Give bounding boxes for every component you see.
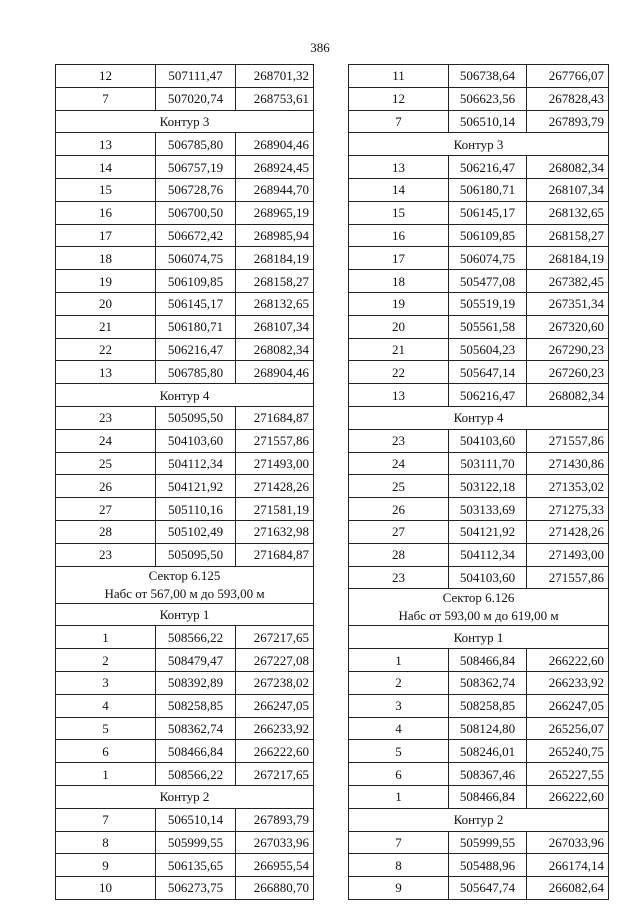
x-coordinate-cell: 503133,69 <box>449 498 527 521</box>
point-number-cell: 8 <box>349 854 449 877</box>
sector-title: Сектор 6.126 <box>442 590 515 606</box>
contour-label: Контур 3 <box>56 110 314 133</box>
y-coordinate-cell: 271581,19 <box>236 498 314 521</box>
sector-altitude-range: Hабс от 567,00 м до 593,00 м <box>104 585 265 601</box>
y-coordinate-cell: 267217,65 <box>236 626 314 649</box>
table-row <box>56 65 314 88</box>
contour-header-row <box>349 808 609 831</box>
point-number-cell: 22 <box>56 338 156 361</box>
y-coordinate-cell: 268158,27 <box>236 270 314 293</box>
point-number-cell: 13 <box>349 156 449 179</box>
y-coordinate-cell: 268701,32 <box>236 65 314 88</box>
point-number-cell: 4 <box>349 717 449 740</box>
table-row <box>349 717 609 740</box>
point-number-cell: 27 <box>349 520 449 543</box>
table-row <box>56 178 314 201</box>
y-coordinate-cell: 267320,60 <box>527 315 609 338</box>
point-number-cell: 26 <box>56 475 156 498</box>
contour-label: Контур 4 <box>56 384 314 407</box>
y-coordinate-cell: 266082,64 <box>527 877 609 900</box>
point-number-cell: 18 <box>349 270 449 293</box>
y-coordinate-cell: 271275,33 <box>527 498 609 521</box>
contour-header-row <box>56 384 314 407</box>
sector-header <box>349 589 609 626</box>
x-coordinate-cell: 505647,74 <box>449 877 527 900</box>
x-coordinate-cell: 503122,18 <box>449 475 527 498</box>
point-number-cell: 12 <box>56 65 156 88</box>
table-row <box>349 315 609 338</box>
table-row <box>56 831 314 854</box>
y-coordinate-cell: 266233,92 <box>527 671 609 694</box>
table-row <box>349 475 609 498</box>
y-coordinate-cell: 266247,05 <box>527 694 609 717</box>
y-coordinate-cell: 271353,02 <box>527 475 609 498</box>
x-coordinate-cell: 505477,08 <box>449 270 527 293</box>
y-coordinate-cell: 268904,46 <box>236 133 314 156</box>
y-coordinate-cell: 267828,43 <box>527 87 609 110</box>
point-number-cell: 19 <box>56 270 156 293</box>
y-coordinate-cell: 267351,34 <box>527 292 609 315</box>
x-coordinate-cell: 505999,55 <box>156 831 236 854</box>
x-coordinate-cell: 508566,22 <box>156 626 236 649</box>
left-coordinates-table <box>55 64 314 900</box>
x-coordinate-cell: 506623,56 <box>449 87 527 110</box>
x-coordinate-cell: 506109,85 <box>156 270 236 293</box>
x-coordinate-cell: 506145,17 <box>156 292 236 315</box>
x-coordinate-cell: 505519,19 <box>449 292 527 315</box>
x-coordinate-cell: 505095,50 <box>156 543 236 566</box>
point-number-cell: 7 <box>349 110 449 133</box>
table-row <box>349 384 609 407</box>
table-row <box>56 292 314 315</box>
x-coordinate-cell: 505647,14 <box>449 361 527 384</box>
point-number-cell: 2 <box>56 649 156 672</box>
contour-label: Контур 4 <box>349 406 609 429</box>
x-coordinate-cell: 505102,49 <box>156 520 236 543</box>
point-number-cell: 28 <box>349 543 449 566</box>
point-number-cell: 5 <box>349 740 449 763</box>
point-number-cell: 15 <box>349 201 449 224</box>
point-number-cell: 20 <box>56 292 156 315</box>
table-row <box>349 87 609 110</box>
point-number-cell: 14 <box>56 156 156 179</box>
point-number-cell: 14 <box>349 178 449 201</box>
point-number-cell: 16 <box>349 224 449 247</box>
point-number-cell: 22 <box>349 361 449 384</box>
x-coordinate-cell: 508466,84 <box>449 785 527 808</box>
point-number-cell: 19 <box>349 292 449 315</box>
table-row <box>56 854 314 877</box>
y-coordinate-cell: 268944,70 <box>236 178 314 201</box>
point-number-cell: 23 <box>349 566 449 589</box>
table-row <box>56 877 314 900</box>
x-coordinate-cell: 506180,71 <box>449 178 527 201</box>
table-row <box>56 740 314 763</box>
table-row <box>349 292 609 315</box>
page-number: 386 <box>310 40 330 55</box>
table-row <box>349 649 609 672</box>
contour-label: Контур 2 <box>56 785 314 808</box>
contour-header-row <box>56 603 314 626</box>
y-coordinate-cell: 268184,19 <box>527 247 609 270</box>
point-number-cell: 4 <box>56 694 156 717</box>
table-row <box>56 201 314 224</box>
point-number-cell: 9 <box>349 877 449 900</box>
table-row <box>56 543 314 566</box>
x-coordinate-cell: 508246,01 <box>449 740 527 763</box>
table-row <box>56 649 314 672</box>
x-coordinate-cell: 508258,85 <box>449 694 527 717</box>
y-coordinate-cell: 267766,07 <box>527 65 609 88</box>
point-number-cell: 21 <box>349 338 449 361</box>
x-coordinate-cell: 508362,74 <box>449 671 527 694</box>
y-coordinate-cell: 267260,23 <box>527 361 609 384</box>
x-coordinate-cell: 507111,47 <box>156 65 236 88</box>
y-coordinate-cell: 267893,79 <box>527 110 609 133</box>
y-coordinate-cell: 268132,65 <box>236 292 314 315</box>
table-row <box>56 87 314 110</box>
table-row <box>56 671 314 694</box>
x-coordinate-cell: 508466,84 <box>156 740 236 763</box>
y-coordinate-cell: 267238,02 <box>236 671 314 694</box>
point-number-cell: 21 <box>56 315 156 338</box>
point-number-cell: 9 <box>56 854 156 877</box>
table-row <box>349 452 609 475</box>
point-number-cell: 27 <box>56 498 156 521</box>
y-coordinate-cell: 271493,00 <box>527 543 609 566</box>
table-row <box>349 201 609 224</box>
point-number-cell: 6 <box>349 763 449 786</box>
x-coordinate-cell: 505604,23 <box>449 338 527 361</box>
y-coordinate-cell: 268924,45 <box>236 156 314 179</box>
y-coordinate-cell: 266222,60 <box>527 785 609 808</box>
table-row <box>349 763 609 786</box>
point-number-cell: 23 <box>56 543 156 566</box>
point-number-cell: 18 <box>56 247 156 270</box>
point-number-cell: 23 <box>349 429 449 452</box>
table-row <box>56 452 314 475</box>
point-number-cell: 28 <box>56 520 156 543</box>
point-number-cell: 1 <box>349 649 449 672</box>
point-number-cell: 3 <box>349 694 449 717</box>
point-number-cell: 15 <box>56 178 156 201</box>
x-coordinate-cell: 505999,55 <box>449 831 527 854</box>
point-number-cell: 2 <box>349 671 449 694</box>
x-coordinate-cell: 504112,34 <box>156 452 236 475</box>
x-coordinate-cell: 506757,19 <box>156 156 236 179</box>
y-coordinate-cell: 267382,45 <box>527 270 609 293</box>
sector-header-row <box>56 566 314 603</box>
x-coordinate-cell: 506785,80 <box>156 133 236 156</box>
y-coordinate-cell: 268965,19 <box>236 201 314 224</box>
point-number-cell: 17 <box>56 224 156 247</box>
x-coordinate-cell: 506216,47 <box>449 384 527 407</box>
table-row <box>56 270 314 293</box>
point-number-cell: 25 <box>56 452 156 475</box>
y-coordinate-cell: 266222,60 <box>527 649 609 672</box>
y-coordinate-cell: 268082,34 <box>236 338 314 361</box>
y-coordinate-cell: 267033,96 <box>236 831 314 854</box>
table-row <box>56 406 314 429</box>
point-number-cell: 24 <box>56 429 156 452</box>
y-coordinate-cell: 268082,34 <box>527 384 609 407</box>
sector-altitude-range: Hабс от 593,00 м до 619,00 м <box>398 608 559 624</box>
point-number-cell: 1 <box>56 626 156 649</box>
table-row <box>349 110 609 133</box>
x-coordinate-cell: 506216,47 <box>156 338 236 361</box>
x-coordinate-cell: 504103,60 <box>449 429 527 452</box>
x-coordinate-cell: 506180,71 <box>156 315 236 338</box>
contour-header-row <box>349 626 609 649</box>
y-coordinate-cell: 266880,70 <box>236 877 314 900</box>
y-coordinate-cell: 271684,87 <box>236 406 314 429</box>
x-coordinate-cell: 506074,75 <box>156 247 236 270</box>
table-row <box>56 224 314 247</box>
point-number-cell: 13 <box>349 384 449 407</box>
y-coordinate-cell: 267227,08 <box>236 649 314 672</box>
sector-title: Сектор 6.125 <box>148 567 221 583</box>
x-coordinate-cell: 506273,75 <box>156 877 236 900</box>
x-coordinate-cell: 506135,65 <box>156 854 236 877</box>
x-coordinate-cell: 508258,85 <box>156 694 236 717</box>
table-row <box>349 543 609 566</box>
x-coordinate-cell: 508466,84 <box>449 649 527 672</box>
point-number-cell: 7 <box>56 808 156 831</box>
point-number-cell: 5 <box>56 717 156 740</box>
table-row <box>56 429 314 452</box>
point-number-cell: 7 <box>56 87 156 110</box>
y-coordinate-cell: 265227,55 <box>527 763 609 786</box>
x-coordinate-cell: 505561,58 <box>449 315 527 338</box>
point-number-cell: 3 <box>56 671 156 694</box>
point-number-cell: 6 <box>56 740 156 763</box>
x-coordinate-cell: 506145,17 <box>449 201 527 224</box>
table-row <box>349 566 609 589</box>
y-coordinate-cell: 271430,86 <box>527 452 609 475</box>
point-number-cell: 7 <box>349 831 449 854</box>
contour-label: Контур 3 <box>349 133 609 156</box>
y-coordinate-cell: 268985,94 <box>236 224 314 247</box>
y-coordinate-cell: 268184,19 <box>236 247 314 270</box>
y-coordinate-cell: 268107,34 <box>236 315 314 338</box>
point-number-cell: 8 <box>56 831 156 854</box>
table-row <box>349 520 609 543</box>
table-row <box>349 156 609 179</box>
x-coordinate-cell: 506510,14 <box>156 808 236 831</box>
x-coordinate-cell: 504103,60 <box>449 566 527 589</box>
point-number-cell: 11 <box>349 65 449 88</box>
point-number-cell: 13 <box>56 361 156 384</box>
x-coordinate-cell: 506109,85 <box>449 224 527 247</box>
table-row <box>349 740 609 763</box>
x-coordinate-cell: 505095,50 <box>156 406 236 429</box>
contour-header-row <box>56 110 314 133</box>
y-coordinate-cell: 265256,07 <box>527 717 609 740</box>
y-coordinate-cell: 266955,54 <box>236 854 314 877</box>
x-coordinate-cell: 506672,42 <box>156 224 236 247</box>
y-coordinate-cell: 271428,26 <box>236 475 314 498</box>
table-row <box>349 178 609 201</box>
y-coordinate-cell: 268904,46 <box>236 361 314 384</box>
table-row <box>56 247 314 270</box>
contour-label: Контур 1 <box>56 603 314 626</box>
x-coordinate-cell: 506074,75 <box>449 247 527 270</box>
contour-header-row <box>349 406 609 429</box>
table-row <box>56 808 314 831</box>
point-number-cell: 26 <box>349 498 449 521</box>
table-row <box>56 694 314 717</box>
point-number-cell: 1 <box>56 763 156 786</box>
x-coordinate-cell: 506785,80 <box>156 361 236 384</box>
table-row <box>349 831 609 854</box>
x-coordinate-cell: 508124,80 <box>449 717 527 740</box>
y-coordinate-cell: 266233,92 <box>236 717 314 740</box>
table-row <box>349 854 609 877</box>
y-coordinate-cell: 271557,86 <box>527 429 609 452</box>
x-coordinate-cell: 505110,16 <box>156 498 236 521</box>
x-coordinate-cell: 504121,92 <box>449 520 527 543</box>
x-coordinate-cell: 505488,96 <box>449 854 527 877</box>
table-row <box>349 338 609 361</box>
y-coordinate-cell: 271632,98 <box>236 520 314 543</box>
point-number-cell: 17 <box>349 247 449 270</box>
x-coordinate-cell: 508392,89 <box>156 671 236 694</box>
point-number-cell: 20 <box>349 315 449 338</box>
y-coordinate-cell: 266174,14 <box>527 854 609 877</box>
y-coordinate-cell: 266247,05 <box>236 694 314 717</box>
y-coordinate-cell: 267033,96 <box>527 831 609 854</box>
x-coordinate-cell: 506216,47 <box>449 156 527 179</box>
y-coordinate-cell: 268132,65 <box>527 201 609 224</box>
table-row <box>56 717 314 740</box>
y-coordinate-cell: 267217,65 <box>236 763 314 786</box>
table-row <box>56 315 314 338</box>
table-row <box>56 498 314 521</box>
table-row <box>349 65 609 88</box>
table-row <box>349 247 609 270</box>
right-coordinates-table <box>348 64 609 900</box>
table-row <box>56 156 314 179</box>
table-row <box>349 498 609 521</box>
y-coordinate-cell: 267290,23 <box>527 338 609 361</box>
table-row <box>349 694 609 717</box>
x-coordinate-cell: 504121,92 <box>156 475 236 498</box>
x-coordinate-cell: 506700,50 <box>156 201 236 224</box>
table-row <box>56 520 314 543</box>
x-coordinate-cell: 504112,34 <box>449 543 527 566</box>
x-coordinate-cell: 504103,60 <box>156 429 236 452</box>
y-coordinate-cell: 271684,87 <box>236 543 314 566</box>
y-coordinate-cell: 271557,86 <box>236 429 314 452</box>
contour-header-row <box>349 133 609 156</box>
x-coordinate-cell: 508367,46 <box>449 763 527 786</box>
table-row <box>349 270 609 293</box>
y-coordinate-cell: 271557,86 <box>527 566 609 589</box>
x-coordinate-cell: 508566,22 <box>156 763 236 786</box>
sector-header-row <box>349 589 609 626</box>
table-row <box>56 475 314 498</box>
x-coordinate-cell: 506738,64 <box>449 65 527 88</box>
contour-header-row <box>56 785 314 808</box>
y-coordinate-cell: 271428,26 <box>527 520 609 543</box>
x-coordinate-cell: 506510,14 <box>449 110 527 133</box>
contour-label: Контур 1 <box>349 626 609 649</box>
point-number-cell: 24 <box>349 452 449 475</box>
y-coordinate-cell: 271493,00 <box>236 452 314 475</box>
point-number-cell: 12 <box>349 87 449 110</box>
x-coordinate-cell: 507020,74 <box>156 87 236 110</box>
y-coordinate-cell: 267893,79 <box>236 808 314 831</box>
y-coordinate-cell: 266222,60 <box>236 740 314 763</box>
point-number-cell: 23 <box>56 406 156 429</box>
x-coordinate-cell: 508362,74 <box>156 717 236 740</box>
contour-label: Контур 2 <box>349 808 609 831</box>
point-number-cell: 10 <box>56 877 156 900</box>
x-coordinate-cell: 506728,76 <box>156 178 236 201</box>
x-coordinate-cell: 503111,70 <box>449 452 527 475</box>
point-number-cell: 13 <box>56 133 156 156</box>
point-number-cell: 25 <box>349 475 449 498</box>
point-number-cell: 16 <box>56 201 156 224</box>
table-row <box>349 361 609 384</box>
y-coordinate-cell: 265240,75 <box>527 740 609 763</box>
y-coordinate-cell: 268158,27 <box>527 224 609 247</box>
y-coordinate-cell: 268107,34 <box>527 178 609 201</box>
table-row <box>349 877 609 900</box>
table-row <box>349 429 609 452</box>
x-coordinate-cell: 508479,47 <box>156 649 236 672</box>
table-row <box>349 224 609 247</box>
table-row <box>349 785 609 808</box>
table-row <box>56 133 314 156</box>
y-coordinate-cell: 268753,61 <box>236 87 314 110</box>
table-row <box>56 361 314 384</box>
table-row <box>349 671 609 694</box>
table-row <box>56 626 314 649</box>
table-row <box>56 338 314 361</box>
y-coordinate-cell: 268082,34 <box>527 156 609 179</box>
table-row <box>56 763 314 786</box>
sector-header <box>56 566 314 603</box>
point-number-cell: 1 <box>349 785 449 808</box>
